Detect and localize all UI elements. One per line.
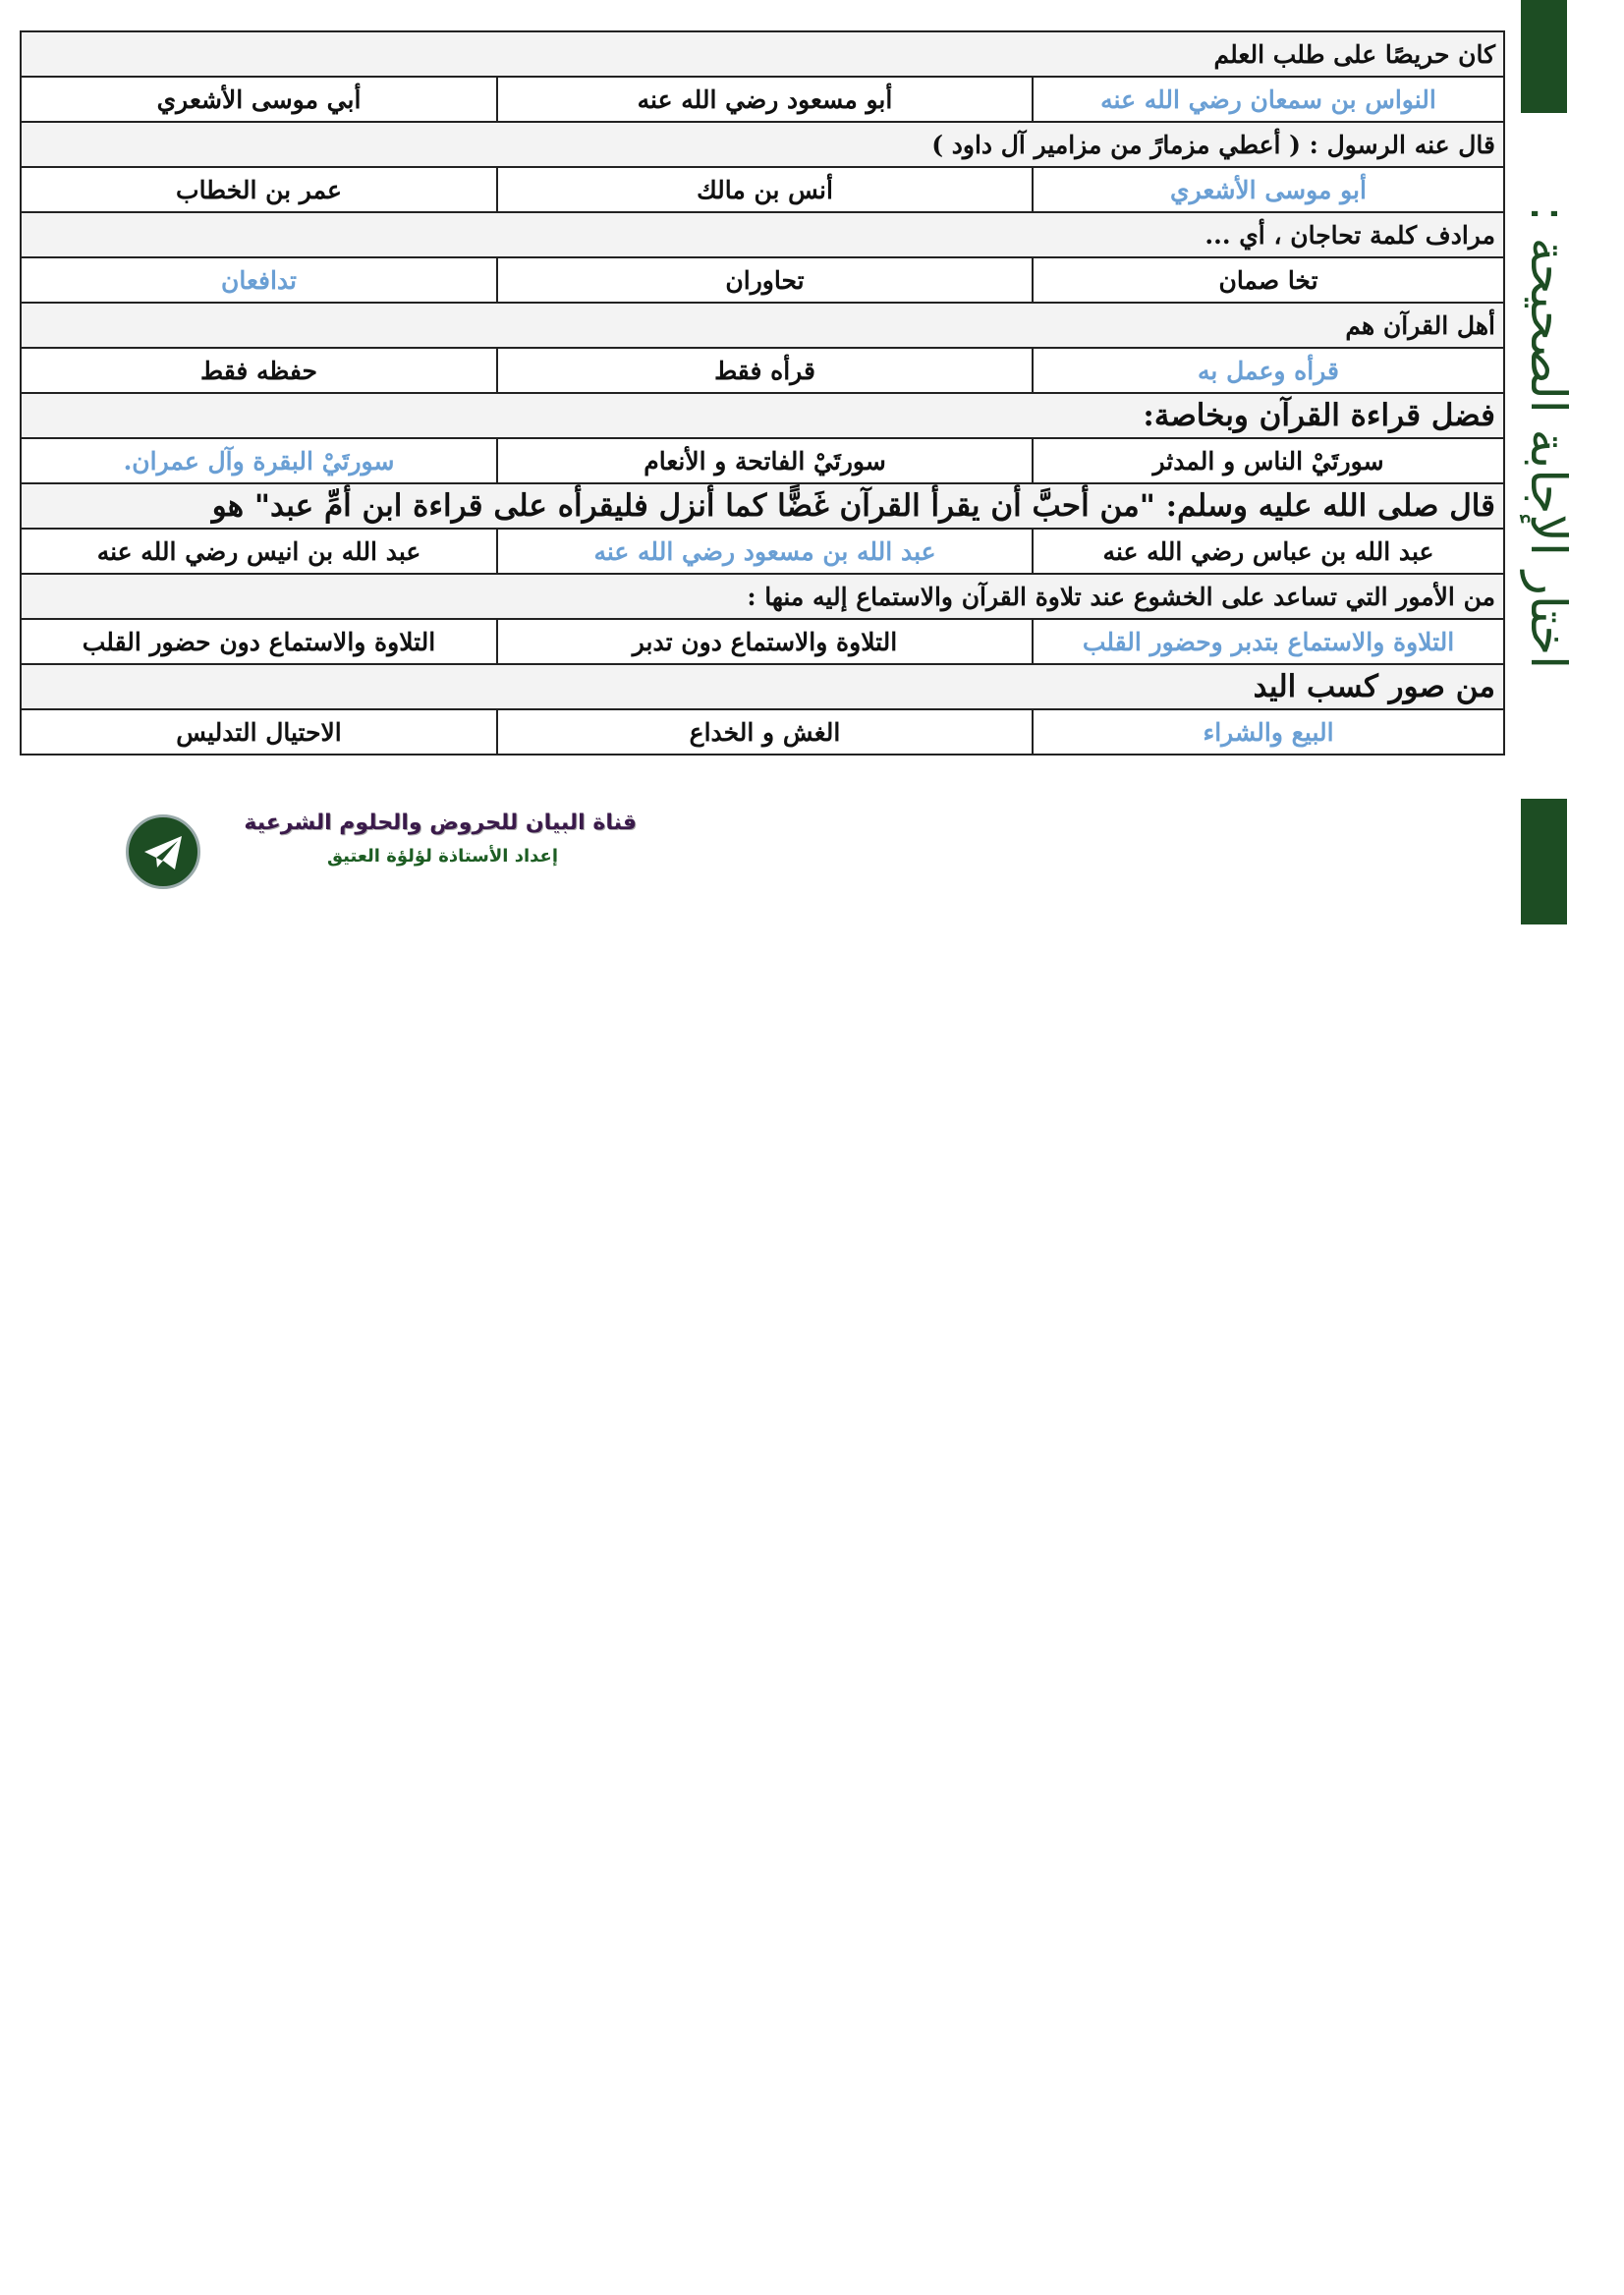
answer-row	[21, 529, 1504, 574]
question-text: كان حريصًا على طلب العلم	[21, 31, 1504, 77]
question-row	[21, 664, 1504, 709]
question-row	[21, 574, 1504, 619]
question-text: من صور كسب اليد	[21, 664, 1504, 709]
answer-option[interactable]: تحاوران	[497, 257, 1033, 303]
answer-option-correct[interactable]: أبو موسى الأشعري	[1033, 167, 1504, 212]
answer-option[interactable]: الاحتيال التدليس	[21, 709, 497, 755]
telegram-icon[interactable]	[126, 814, 200, 889]
answer-row	[21, 438, 1504, 483]
question-text: من الأمور التي تساعد على الخشوع عند تلاوة القرآن والاستماع إليه منها :	[21, 574, 1504, 619]
answer-option-correct[interactable]: تدافعان	[21, 257, 497, 303]
question-row	[21, 303, 1504, 348]
bottom-accent-bar	[1521, 799, 1567, 924]
channel-name: قناة البيان للحروض والحلوم الشرعية	[244, 811, 637, 835]
answer-option[interactable]: الغش و الخداع	[497, 709, 1033, 755]
question-row	[21, 212, 1504, 257]
answer-option[interactable]: عبد الله بن عباس رضي الله عنه	[1033, 529, 1504, 574]
question-text: فضل قراءة القرآن وبخاصة:	[21, 393, 1504, 438]
question-row	[21, 483, 1504, 529]
quiz-table	[20, 30, 1505, 756]
answer-option-correct[interactable]: سورتَيْ البقرة وآل عمران.	[21, 438, 497, 483]
question-text: مرادف كلمة تحاجان ، أي ...	[21, 212, 1504, 257]
answer-option[interactable]: أنس بن مالك	[497, 167, 1033, 212]
side-title	[1518, 162, 1579, 712]
answer-option[interactable]: أبي موسى الأشعري	[21, 77, 497, 122]
question-text: قال عنه الرسول : ( أعطي مزمارً من مزامير آل داود )	[21, 122, 1504, 167]
question-text: قال صلى الله عليه وسلم: "من أحبَّ أن يقرأ القرآن غَضًّا كما أنزل فليقرأه على قراءة ابن أمِّ عبد" هو	[21, 483, 1504, 529]
answer-option[interactable]: التلاوة والاستماع دون تدبر	[497, 619, 1033, 664]
answer-option[interactable]: سورتَيْ الفاتحة و الأنعام	[497, 438, 1033, 483]
answer-row	[21, 709, 1504, 755]
answer-option-correct[interactable]: النواس بن سمعان رضي الله عنه	[1033, 77, 1504, 122]
answer-option[interactable]: أبو مسعود رضي الله عنه	[497, 77, 1033, 122]
answer-option[interactable]: التلاوة والاستماع دون حضور القلب	[21, 619, 497, 664]
answer-option-correct[interactable]: التلاوة والاستماع بتدبر وحضور القلب	[1033, 619, 1504, 664]
answer-row	[21, 619, 1504, 664]
side-title-text: اختار الإجابة الصحيحة :	[1520, 205, 1577, 669]
answer-option[interactable]: حفظه فقط	[21, 348, 497, 393]
answer-row	[21, 348, 1504, 393]
question-row	[21, 122, 1504, 167]
answer-row	[21, 167, 1504, 212]
question-row	[21, 393, 1504, 438]
answer-row	[21, 77, 1504, 122]
answer-option[interactable]: سورتَيْ الناس و المدثر	[1033, 438, 1504, 483]
author-credit: إعداد الأستاذة لؤلؤة العتيق	[326, 846, 558, 867]
answer-row	[21, 257, 1504, 303]
answer-option[interactable]: قرأه فقط	[497, 348, 1033, 393]
question-row	[21, 31, 1504, 77]
footer	[126, 811, 637, 899]
answer-option[interactable]: تخا صمان	[1033, 257, 1504, 303]
answer-option-correct[interactable]: قرأه وعمل به	[1033, 348, 1504, 393]
answer-option[interactable]: عبد الله بن انيس رضي الله عنه	[21, 529, 497, 574]
question-text: أهل القرآن هم	[21, 303, 1504, 348]
top-accent-bar	[1521, 0, 1567, 113]
answer-option[interactable]: عمر بن الخطاب	[21, 167, 497, 212]
answer-option-correct[interactable]: البيع والشراء	[1033, 709, 1504, 755]
answer-option-correct[interactable]: عبد الله بن مسعود رضي الله عنه	[497, 529, 1033, 574]
